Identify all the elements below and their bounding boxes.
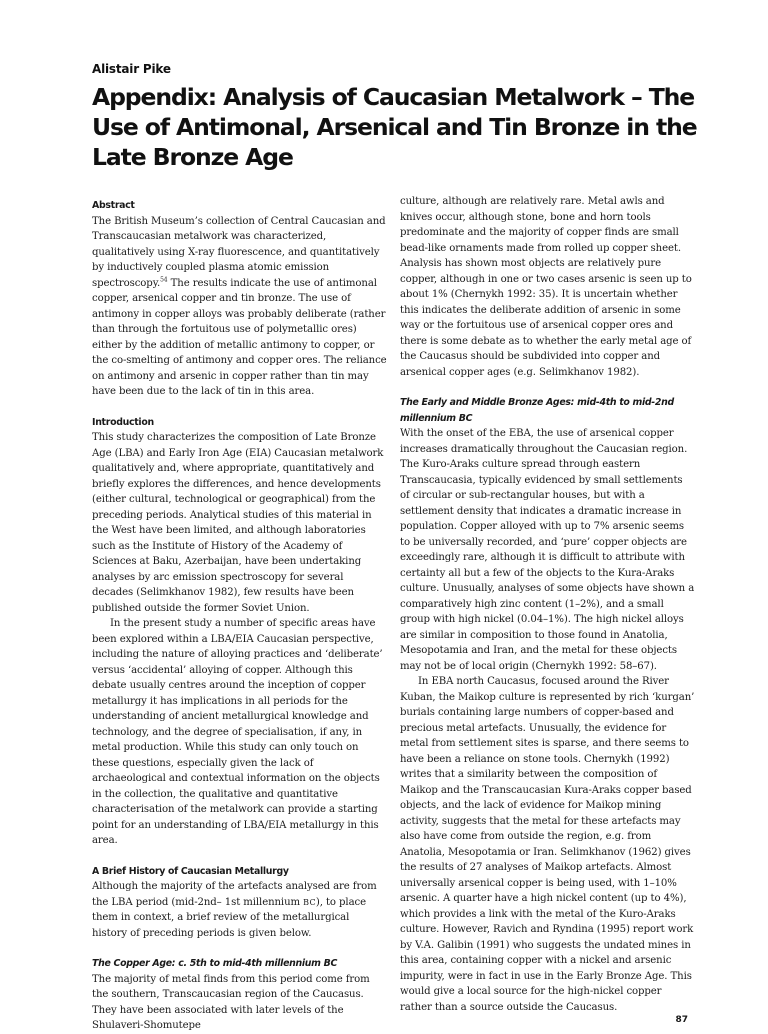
introduction-heading: Introduction (92, 416, 154, 428)
early-middle-paragraph-2: In EBA north Caucasus, focused around the River Kuban, the Maikop culture is represented by rich ‘kurgan’ burials containing large numbers of copper-based and precious metal artefacts. Unusually, the evidence for metal from settlement sites is sparse, and there seems to have been a reliance on stone tools. Chernykh (1992) writes that a similarity between the composition of Maikop and the Transcaucasian Kura-Araks copper based objects, and the lack of evidence for Maikop mining activity, suggests that the metal for these artefacts may also have come from outside the region, e.g. from Anatolia, Mesopotamia or Iran. Selimkhanov (1962) gives the results of 27 analyses of Maikop artefacts. Almost universally arsenical copper is being used, with 1–10% arsenic. A quarter have a high nickel content (up to 4%), which provides a link with the metal of the Kuro-Araks culture. However, Ravich and Ryndina (1995) report work by V.A. Galibin (1991) who suggests the undated mines in this area, containing copper with a nickel and arsenic impurity, were in fact in use in the Early Bronze Age. This would give a local source for the high-nickel copper rather than a source outside the Caucasus. (400, 676, 695, 1013)
introduction-paragraph-1: This study characterizes the composition of Late Bronze Age (LBA) and Early Iron Age (EIA) Caucasian metalwork qualitatively and, where appropriate, quantitatively and briefly explores the differences, and hence developments (either cultural, technological or geographical) from the preceding periods. Analytical studies of this material in the West have been limited, and although laboratories such as the Institute of History of the Academy of Sciences at Baku, Azerbaijan, have been undertaking analyses by arc emission spectroscopy for several decades (Selimkhanov 1982), few results have been published outside the former Soviet Union. (92, 432, 384, 614)
early-middle-bronze-heading: The Early and Middle Bronze Ages: mid-4th to mid-2nd millennium BC (400, 397, 674, 424)
right-column (400, 194, 695, 1015)
abstract-text: The British Museum’s collection of Central Caucasian and Transcaucasian metalwork was characterized, qualitatively using X-ray fluorescence, and quantitatively by inductively coupled plasma atomic emission spectroscopy.$^{54}$ The results indicate the use of antimonal copper, arsenical copper and tin bronze. The use of antimony in copper alloys was probably deliberate (rather than through the fortuitous use of polymetallic ores) either by the addition of metallic antimony to copper, or the co-smelting of antimony and copper ores. The reliance on antimony and arsenic in copper rather than tin may have been due to the lack of tin in this area. (92, 215, 387, 397)
page-number: 87 (675, 1015, 688, 1025)
copper-age-paragraph-left: The majority of metal finds from this period come from the southern, Transcaucasian region of the Caucasus. They have been associated with later levels of the Shulaveri-Shomutepe (92, 973, 370, 1031)
footnote-ref: 54 (160, 276, 168, 284)
copper-age-paragraph-right: culture, although are relatively rare. Metal awls and knives occur, although stone, bone and horn tools predominate and the majority of copper finds are small bead-like ornaments made from rolled up copper sheet. Analysis has shown most objects are relatively pure copper, although in one or two cases arsenic is seen up to about 1% (Chernykh 1992: 35). It is uncertain whether this indicates the deliberate addition of arsenic in some way or the fortuitous use of arsenical copper ores and there is some debate as to whether the early metal age of the Caucasus should be subdivided into copper and arsenical copper ages (e.g. Selimkhanov 1982). (400, 196, 692, 378)
brief-history-heading: A Brief History of Caucasian Metallurgy (92, 865, 289, 877)
brief-history-paragraph: Although the majority of the artefacts analysed are from the LBA period (mid-2nd– 1st millennium BC), to place them in context, a brief review of the metallurgical history of preceding periods is given below. (92, 881, 377, 939)
left-column (92, 198, 387, 1034)
copper-age-heading: The Copper Age: c. 5th to mid-4th millennium BC (92, 958, 338, 969)
abstract-heading: Abstract (92, 200, 135, 211)
early-middle-paragraph-1: With the onset of the EBA, the use of arsenical copper increases dramatically throughout the Caucasian region. The Kuro-Araks culture spread through eastern Transcaucasia, typically evidenced by small settlements of circular or sub-rectangular houses, but with a settlement density that indicates a dramatic increase in population. Copper alloyed with up to 7% arsenic seems to be universally recorded, and ‘pure’ copper objects are exceedingly rare, although it is difficult to attribute with certainty all but a few of the objects to the Kura-Araks culture. Unusually, analyses of some objects have shown a comparatively high zinc content (1–2%), and a small group with high nickel (0.04–1%). The high nickel alloys are similar in composition to those found in Anatolia, Mesopotamia and Iran, and the metal for these objects may not be of local origin (Chernykh 1992: 58–67). (400, 428, 695, 672)
author-name: Alistair Pike (92, 62, 171, 76)
article-title: Appendix: Analysis of Caucasian Metalwork – The Use of Antimonal, Arsenical and Tin Bronze in the Late Bronze Age (92, 83, 697, 171)
introduction-paragraph-2: In the present study a number of specific areas have been explored within a LBA/EIA Caucasian perspective, including the nature of alloying practices and ‘deliberate’ versus ‘accidental’ alloying of copper. Although this debate usually centres around the inception of copper metallurgy it has implications in all periods for the understanding of ancient metallurgical knowledge and technology, and the degree of specialisation, if any, in metal production. While this study can only touch on these questions, especially given the lack of archaeological and contextual information on the objects in the collection, the qualitative and quantitative characterisation of the metalwork can provide a starting point for an understanding of LBA/EIA metallurgy in this area. (92, 618, 383, 846)
